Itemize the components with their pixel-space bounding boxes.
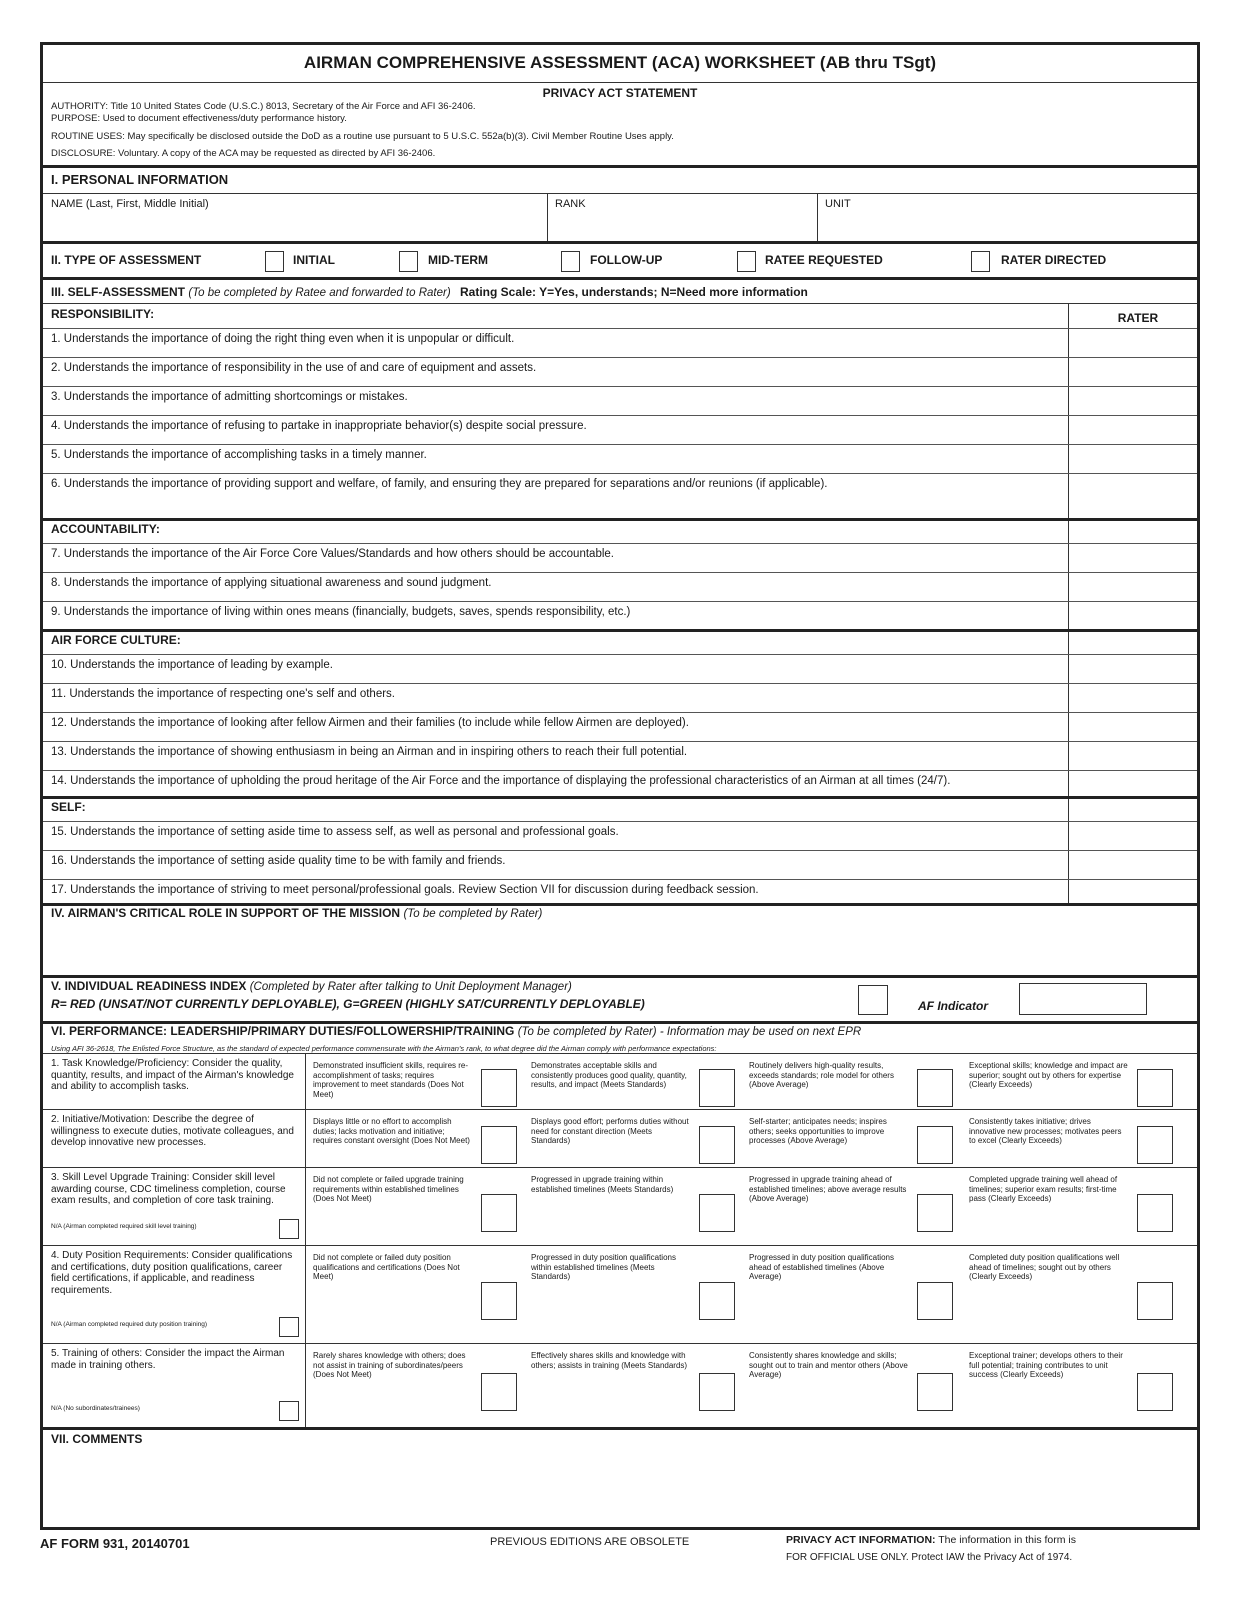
performance-level-description: Effectively shares skills and knowledge with others; assists in training (Meets Standards)	[531, 1351, 688, 1370]
section6-heading: VI. PERFORMANCE: LEADERSHIP/PRIMARY DUTIES/FOLLOWERSHIP/TRAINING	[51, 1024, 515, 1038]
section4-heading: IV. AIRMAN'S CRITICAL ROLE IN SUPPORT OF THE MISSION	[51, 906, 401, 920]
performance-level-description: Completed duty position qualifications well ahead of timelines; sought out by others (Clearly Exceeds)	[969, 1253, 1120, 1281]
section3-header	[51, 285, 808, 301]
divider	[43, 328, 1197, 329]
self-assessment-item: 6. Understands the importance of providing support and welfare, of family, and ensuring they are prepared for separations and/or reunions (if applicable).	[51, 478, 828, 490]
self-assessment-item: 17. Understands the importance of striving to meet personal/professional goals. Review Section VII for discussion during feedback session.	[51, 884, 759, 896]
rater-rating-cell[interactable]	[1071, 574, 1193, 599]
rater-rating-cell[interactable]	[1071, 359, 1193, 384]
performance-level-description: Progressed in upgrade training ahead of established timelines; above average results (Above Average)	[749, 1175, 907, 1203]
rater-rating-cell[interactable]	[1071, 417, 1193, 442]
divider	[43, 850, 1197, 851]
privacy-disclosure: DISCLOSURE: Voluntary. A copy of the ACA may be requested as directed by AFI 36-2406.	[51, 148, 436, 159]
group-title: AIR FORCE CULTURE:	[51, 633, 181, 647]
section5-instruction: (Completed by Rater after talking to Unit Deployment Manager)	[249, 981, 572, 993]
rater-rating-cell[interactable]	[1071, 330, 1193, 355]
section3-heading: III. SELF-ASSESSMENT	[51, 285, 186, 299]
performance-level-checkbox[interactable]	[1137, 1069, 1173, 1107]
section6-note: Using AFI 36-2618, The Enlisted Force Structure, as the standard of expected performance commensurate with the Airman's rank, to what degree did the Airman comply with performance expectations:	[51, 1044, 717, 1053]
divider	[43, 193, 1197, 194]
self-assessment-item: 10. Understands the importance of leading by example.	[51, 659, 333, 671]
name-label: NAME (Last, First, Middle Initial)	[51, 198, 209, 210]
performance-level-checkbox[interactable]	[917, 1282, 953, 1320]
divider	[43, 1109, 1197, 1110]
performance-level-checkbox[interactable]	[481, 1126, 517, 1164]
performance-level-description: Self-starter; anticipates needs; inspires others; seeks opportunities to improve processes (Above Average)	[749, 1117, 887, 1145]
group-title: RESPONSIBILITY:	[51, 307, 155, 321]
divider	[817, 193, 818, 241]
self-assessment-item: 3. Understands the importance of admitting shortcomings or mistakes.	[51, 391, 408, 403]
performance-level-checkbox[interactable]	[917, 1126, 953, 1164]
divider	[43, 1167, 1197, 1168]
rater-directed-checkbox[interactable]	[971, 251, 990, 272]
section1-heading: I. PERSONAL INFORMATION	[51, 172, 229, 187]
editions-notice: PREVIOUS EDITIONS ARE OBSOLETE	[490, 1536, 690, 1548]
performance-level-description: Demonstrates acceptable skills and consistently produces good quality, quantity, results, and impact (Meets Standards)	[531, 1061, 687, 1089]
section6-header	[51, 1024, 861, 1040]
performance-level-description: Displays little or no effort to accomplish duties; lacks motivation and initiative; requires constant oversight (Does Not Meet)	[313, 1117, 470, 1145]
divider	[43, 518, 1197, 521]
ratee-requested-checkbox[interactable]	[737, 251, 756, 272]
divider	[43, 1053, 1197, 1054]
divider	[43, 683, 1197, 684]
performance-level-checkbox[interactable]	[699, 1126, 735, 1164]
group-title: SELF:	[51, 800, 86, 814]
rater-rating-cell[interactable]	[1071, 603, 1193, 628]
divider	[43, 1343, 1197, 1344]
section6-instruction: (To be completed by Rater) - Information may be used on next EPR	[517, 1026, 862, 1038]
divider	[43, 821, 1197, 822]
privacy-heading: PRIVACY ACT STATEMENT	[542, 86, 698, 100]
divider	[43, 770, 1197, 771]
rater-rating-cell[interactable]	[1071, 714, 1193, 739]
comments-field[interactable]	[51, 1451, 1191, 1521]
self-assessment-item: 2. Understands the importance of responsibility in the use of and care of equipment and assets.	[51, 362, 537, 374]
na-note: N/A (Airman completed required skill level training)	[51, 1223, 197, 1230]
divider	[43, 712, 1197, 713]
initial-checkbox[interactable]	[265, 251, 284, 272]
performance-level-description: Progressed in duty position qualifications ahead of established timelines (Above Average)	[749, 1253, 894, 1281]
form-number: AF FORM 931, 20140701	[40, 1536, 190, 1551]
self-assessment-item: 8. Understands the importance of applying situational awareness and sound judgment.	[51, 577, 492, 589]
self-assessment-item: 4. Understands the importance of refusing to partake in inappropriate behavior(s) despite social pressure.	[51, 420, 587, 432]
self-assessment-item: 1. Understands the importance of doing the right thing even when it is unpopular or difficult.	[51, 333, 515, 345]
divider	[43, 415, 1197, 416]
self-assessment-item: 14. Understands the importance of upholding the proud heritage of the Air Force and the importance of displaying the professional characteristics of an Airman at all times (24/7).	[51, 775, 951, 787]
na-checkbox[interactable]	[279, 1401, 299, 1421]
section4-instruction: (To be completed by Rater)	[403, 908, 543, 920]
performance-level-checkbox[interactable]	[917, 1373, 953, 1411]
section7-heading: VII. COMMENTS	[51, 1432, 143, 1446]
mid-term-checkbox[interactable]	[399, 251, 418, 272]
performance-level-checkbox[interactable]	[1137, 1194, 1173, 1232]
performance-level-description: Displays good effort; performs duties without need for constant direction (Meets Standards)	[531, 1117, 689, 1145]
critical-role-field[interactable]	[51, 925, 1191, 969]
self-assessment-item: 13. Understands the importance of showing enthusiasm in being an Airman and in inspiring others to reach their full potential.	[51, 746, 688, 758]
divider	[43, 444, 1197, 445]
form-title: AIRMAN COMPREHENSIVE ASSESSMENT (ACA) WORKSHEET (AB thru TSgt)	[303, 53, 937, 72]
group-title: ACCOUNTABILITY:	[51, 522, 160, 536]
self-assessment-item: 7. Understands the importance of the Air Force Core Values/Standards and how others should be accountable.	[51, 548, 614, 560]
performance-level-description: Consistently takes initiative; drives innovative new processes; motivates peers to excel (Clearly Exceeds)	[969, 1117, 1122, 1145]
divider	[43, 572, 1197, 573]
rater-rating-cell[interactable]	[1071, 823, 1193, 848]
divider	[43, 473, 1197, 474]
performance-level-checkbox[interactable]	[699, 1282, 735, 1320]
rank-label: RANK	[555, 198, 586, 210]
divider	[43, 601, 1197, 602]
performance-level-description: Exceptional trainer; develops others to their full potential; training contributes to unit success (Clearly Exceeds)	[969, 1351, 1123, 1379]
performance-level-checkbox[interactable]	[917, 1069, 953, 1107]
self-assessment-item: 9. Understands the importance of living within ones means (financially, budgets, saves, spends responsibility, etc.)	[51, 606, 631, 618]
section3-instruction: (To be completed by Ratee and forwarded to Rater)	[188, 287, 451, 299]
divider	[43, 241, 1197, 244]
na-checkbox[interactable]	[279, 1219, 299, 1239]
performance-level-checkbox[interactable]	[481, 1069, 517, 1107]
divider	[1068, 303, 1069, 903]
rater-rating-cell[interactable]	[1071, 475, 1193, 516]
performance-level-description: Did not complete or failed duty position qualifications and certifications (Does Not Meet)	[313, 1253, 460, 1281]
rating-scale: Rating Scale: Y=Yes, understands; N=Need more information	[460, 285, 808, 299]
self-assessment-item: 16. Understands the importance of setting aside quality time to be with family and friends.	[51, 855, 506, 867]
performance-item-label: 1. Task Knowledge/Proficiency: Consider the quality, quantity, results, and impact of the Airman's knowledge and ability to accomplish tasks.	[51, 1058, 294, 1092]
divider	[43, 741, 1197, 742]
performance-level-description: Exceptional skills; knowledge and impact are superior; sought out by others for expertise (Clearly Exceeds)	[969, 1061, 1128, 1089]
self-assessment-item: 15. Understands the importance of setting aside time to assess self, as well as personal and professional goals.	[51, 826, 619, 838]
divider	[43, 796, 1197, 799]
divider	[43, 277, 1197, 280]
divider	[43, 879, 1197, 880]
divider	[547, 193, 548, 241]
divider	[43, 543, 1197, 544]
performance-level-description: Routinely delivers high-quality results, exceeds standards; role model for others (Above Average)	[749, 1061, 894, 1089]
rater-directed-label: RATER DIRECTED	[1001, 253, 1107, 267]
rater-rating-cell[interactable]	[1071, 446, 1193, 471]
privacy-footer-head: PRIVACY ACT INFORMATION:	[786, 1534, 936, 1546]
unit-label: UNIT	[825, 198, 851, 210]
na-note: N/A (No subordinates/trainees)	[51, 1405, 140, 1412]
rater-rating-cell[interactable]	[1071, 881, 1193, 901]
performance-level-description: Rarely shares knowledge with others; does not assist in training of subordinates/peers (Does Not Meet)	[313, 1351, 466, 1379]
performance-level-description: Demonstrated insufficient skills, requires re-accomplishment of tasks; requires improvement to meet standards (Does Not Meet)	[313, 1061, 469, 1099]
performance-item-label: 3. Skill Level Upgrade Training: Consider skill level awarding course, CDC timeliness completion, course exam results, and completion of core task training.	[51, 1172, 286, 1206]
divider	[43, 303, 1197, 304]
rater-rating-cell[interactable]	[1071, 388, 1193, 413]
performance-level-description: Did not complete or failed upgrade training requirements within established timelines (Does Not Meet)	[313, 1175, 464, 1203]
performance-item-label: 5. Training of others: Consider the impact the Airman made in training others.	[51, 1348, 285, 1371]
follow-up-checkbox[interactable]	[561, 251, 580, 272]
performance-level-description: Progressed in duty position qualifications within established timelines (Meets Standards)	[531, 1253, 676, 1281]
rater-rating-cell[interactable]	[1071, 656, 1193, 681]
privacy-routine-uses: ROUTINE USES: May specifically be disclosed outside the DoD as a routine use pursuant to 5 U.S.C. 552a(b)(3). Civil Member Routine Uses apply.	[51, 131, 674, 142]
divider	[43, 1245, 1197, 1246]
af-indicator-field[interactable]	[1019, 983, 1147, 1015]
follow-up-label: FOLLOW-UP	[590, 253, 663, 267]
rater-rating-cell[interactable]	[1071, 852, 1193, 877]
section5-header	[51, 979, 572, 995]
na-note: N/A (Airman completed required duty position training)	[51, 1321, 208, 1328]
divider	[43, 629, 1197, 632]
performance-level-checkbox[interactable]	[699, 1373, 735, 1411]
self-assessment-item: 11. Understands the importance of respecting one's self and others.	[51, 688, 395, 700]
rater-column-header: RATER	[1117, 311, 1159, 325]
performance-level-checkbox[interactable]	[917, 1194, 953, 1232]
section5-heading: V. INDIVIDUAL READINESS INDEX	[51, 979, 247, 993]
divider	[43, 386, 1197, 387]
name-field[interactable]	[51, 213, 541, 237]
performance-level-checkbox[interactable]	[699, 1069, 735, 1107]
performance-level-checkbox[interactable]	[1137, 1373, 1173, 1411]
na-checkbox[interactable]	[279, 1317, 299, 1337]
divider	[43, 165, 1197, 168]
privacy-authority: AUTHORITY: Title 10 United States Code (U.S.C.) 8013, Secretary of the Air Force and AFI 36-2406.	[51, 101, 476, 112]
performance-level-description: Completed upgrade training well ahead of timelines; superior exam results; first-time pass (Clearly Exceeds)	[969, 1175, 1118, 1203]
divider	[43, 357, 1197, 358]
rater-rating-cell[interactable]	[1071, 743, 1193, 768]
readiness-scale: R= RED (UNSAT/NOT CURRENTLY DEPLOYABLE), G=GREEN (HIGHLY SAT/CURRENTLY DEPLOYABLE)	[51, 997, 645, 1011]
readiness-index-box[interactable]	[858, 985, 888, 1015]
self-assessment-item: 5. Understands the importance of accomplishing tasks in a timely manner.	[51, 449, 427, 461]
privacy-footer-text1: The information in this form is	[938, 1534, 1076, 1546]
rater-rating-cell[interactable]	[1071, 772, 1193, 798]
performance-item-label: 2. Initiative/Motivation: Describe the degree of willingness to execute duties, motivate colleagues, and develop innovative new processes.	[51, 1114, 294, 1148]
privacy-footer-text2: FOR OFFICIAL USE ONLY. Protect IAW the Privacy Act of 1974.	[786, 1552, 1073, 1563]
mid-term-label: MID-TERM	[428, 253, 488, 267]
self-assessment-item: 12. Understands the importance of looking after fellow Airmen and their families (to include while fellow Airmen are deployed).	[51, 717, 689, 729]
section2-heading: II. TYPE OF ASSESSMENT	[51, 253, 202, 267]
ratee-requested-label: RATEE REQUESTED	[765, 253, 883, 267]
privacy-footer	[786, 1534, 1076, 1546]
performance-level-checkbox[interactable]	[1137, 1282, 1173, 1320]
rank-field[interactable]	[553, 213, 811, 237]
privacy-purpose: PURPOSE: Used to document effectiveness/duty performance history.	[51, 113, 347, 124]
performance-level-checkbox[interactable]	[699, 1194, 735, 1232]
performance-level-description: Progressed in upgrade training within established timelines (Meets Standards)	[531, 1175, 674, 1194]
divider	[43, 1427, 1197, 1430]
performance-item-label: 4. Duty Position Requirements: Consider qualifications and certifications, duty position qualifications, career field certifications, if applicable, and readiness requirements.	[51, 1250, 293, 1296]
rater-rating-cell[interactable]	[1071, 545, 1193, 570]
unit-field[interactable]	[823, 213, 1193, 237]
performance-level-checkbox[interactable]	[481, 1194, 517, 1232]
af-indicator-label: AF Indicator	[918, 999, 989, 1013]
initial-label: INITIAL	[293, 253, 335, 267]
performance-level-checkbox[interactable]	[1137, 1126, 1173, 1164]
divider	[43, 82, 1197, 83]
aca-worksheet-form	[40, 42, 1200, 1530]
section4-header	[51, 906, 542, 922]
performance-level-checkbox[interactable]	[481, 1282, 517, 1320]
performance-level-checkbox[interactable]	[481, 1373, 517, 1411]
rater-rating-cell[interactable]	[1071, 685, 1193, 710]
performance-level-description: Consistently shares knowledge and skills; sought out to train and mentor others (Above Average)	[749, 1351, 908, 1379]
divider	[43, 654, 1197, 655]
divider	[43, 975, 1197, 978]
